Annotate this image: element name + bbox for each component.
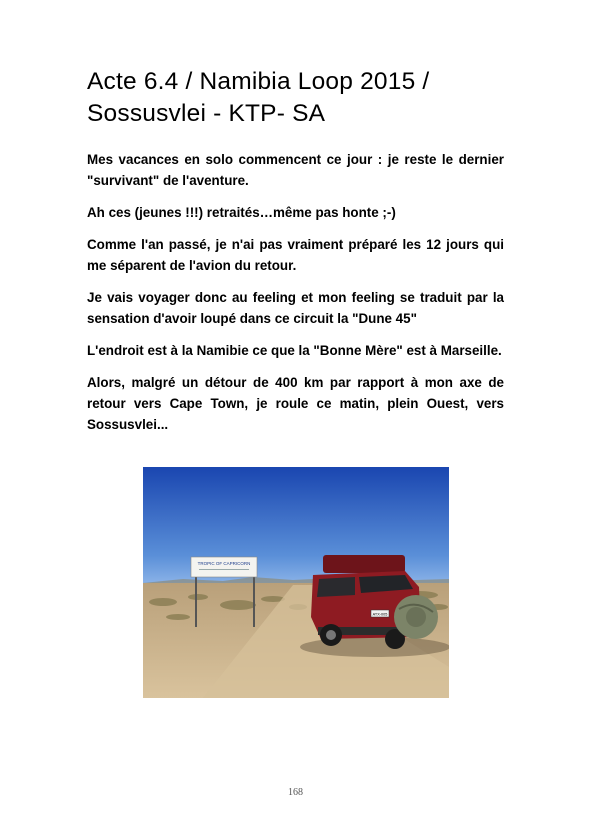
photo-land-cruiser-tropic-sign [143,467,449,698]
tropic-sign-text: TROPIC OF CAPRICORN [197,561,251,566]
paragraph-3: Comme l'an passé, je n'ai pas vraiment préparé les 12 jours qui me séparent de l'avion du retour. [87,237,504,273]
tropic-sign [191,557,257,577]
page-number: 168 [288,787,303,798]
vehicle-window-side [317,577,355,597]
paragraph-6: Alors, malgré un détour de 400 km par rapport à mon axe de retour vers Cape Town, je roule ce matin, plein Ouest, vers Sossusvlei... [87,375,504,432]
body-text [87,149,504,446]
spare-tire-center [406,607,426,627]
number-plate-text: ATX-005 [372,612,388,617]
wheel-hub-front [326,630,336,640]
sign-post-left [195,575,197,627]
paragraph-4: Je vais voyager donc au feeling et mon feeling se traduit par la sensation d'avoir loupé dans ce circuit la "Dune 45" [87,290,504,326]
roof-tent [323,555,405,573]
page-title: Acte 6.4 / Namibia Loop 2015 / Sossusvlei - KTP- SA [87,68,430,127]
paragraph-1: Mes vacances en solo commencent ce jour : je reste le dernier "survivant" de l'aventure. [87,152,504,188]
photo-illustration [143,467,449,698]
sign-post-right [253,575,255,627]
paragraph-5: L'endroit est à la Namibie ce que la "Bonne Mère" est à Marseille. [87,343,502,358]
paragraph-2: Ah ces (jeunes !!!) retraités…même pas honte ;-) [87,205,396,220]
sign-line [199,569,249,570]
